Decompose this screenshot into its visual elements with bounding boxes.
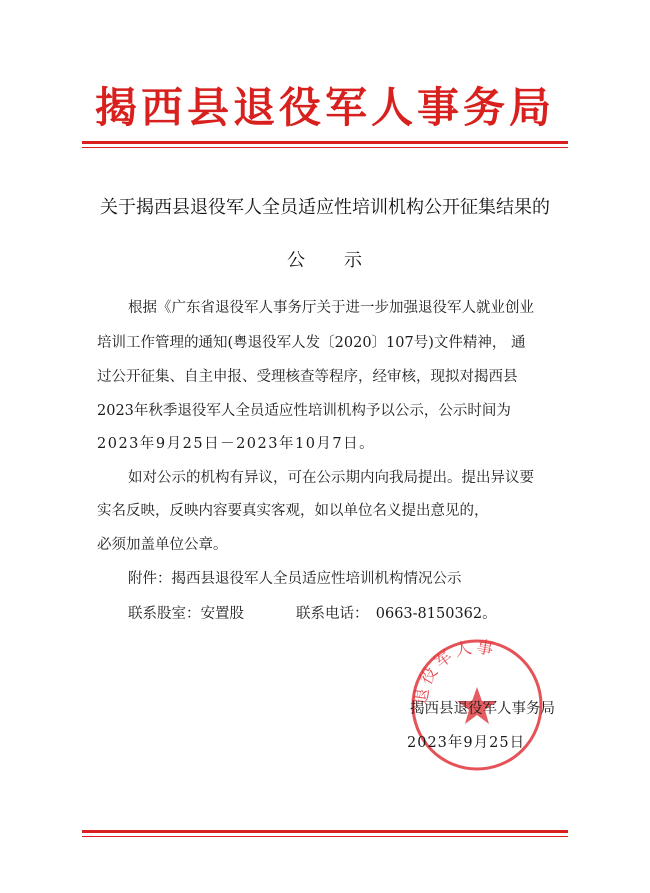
paragraph1-line4: 2023年秋季退役军人全员适应性培训机构予以公示，公示时间为 [97,403,511,419]
masthead-rule-thick [82,141,568,144]
signature-org: 揭西县退役军人事务局 [410,701,555,717]
seal-text: 退役军人事 [411,637,498,707]
footer-rule-thin [82,836,568,837]
paragraph1-line1: 根据《广东省退役军人事务厅关于进一步加强退役军人就业创业 [128,300,534,316]
masthead-title: 揭西县退役军人事务局 [94,83,555,132]
signature-date: 2023年9月25日 [407,735,526,751]
paragraph2-line3: 必须加盖单位公章。 [97,537,228,553]
paragraph1-line5: 2023年9月25日－2023年10月7日。 [97,436,376,452]
paragraph2-line1: 如对公示的机构有异议，可在公示期内向我局提出。提出异议要 [128,470,534,486]
masthead-rule-thin [82,147,568,148]
notice-subtitle: 公 示 [287,250,363,271]
paragraph2-line2: 实名反映，反映内容要真实客观，如以单位名义提出意见的， [97,503,489,519]
paragraph1-line2: 培训工作管理的通知(粤退役军人发〔2020〕107号)文件精神， 通 [97,335,526,351]
attachment-line: 附件：揭西县退役军人全员适应性培训机构情况公示 [128,571,462,587]
footer-rule-thick [82,830,568,833]
contact-department: 联系股室：安置股 [128,606,244,622]
contact-phone: 联系电话： 0663-8150362。 [296,606,497,622]
notice-title: 关于揭西县退役军人全员适应性培训机构公开征集结果的 [100,197,550,218]
paragraph1-line3: 过公开征集、自主申报、受理核查等程序，经审核，现拟对揭西县 [97,369,518,385]
